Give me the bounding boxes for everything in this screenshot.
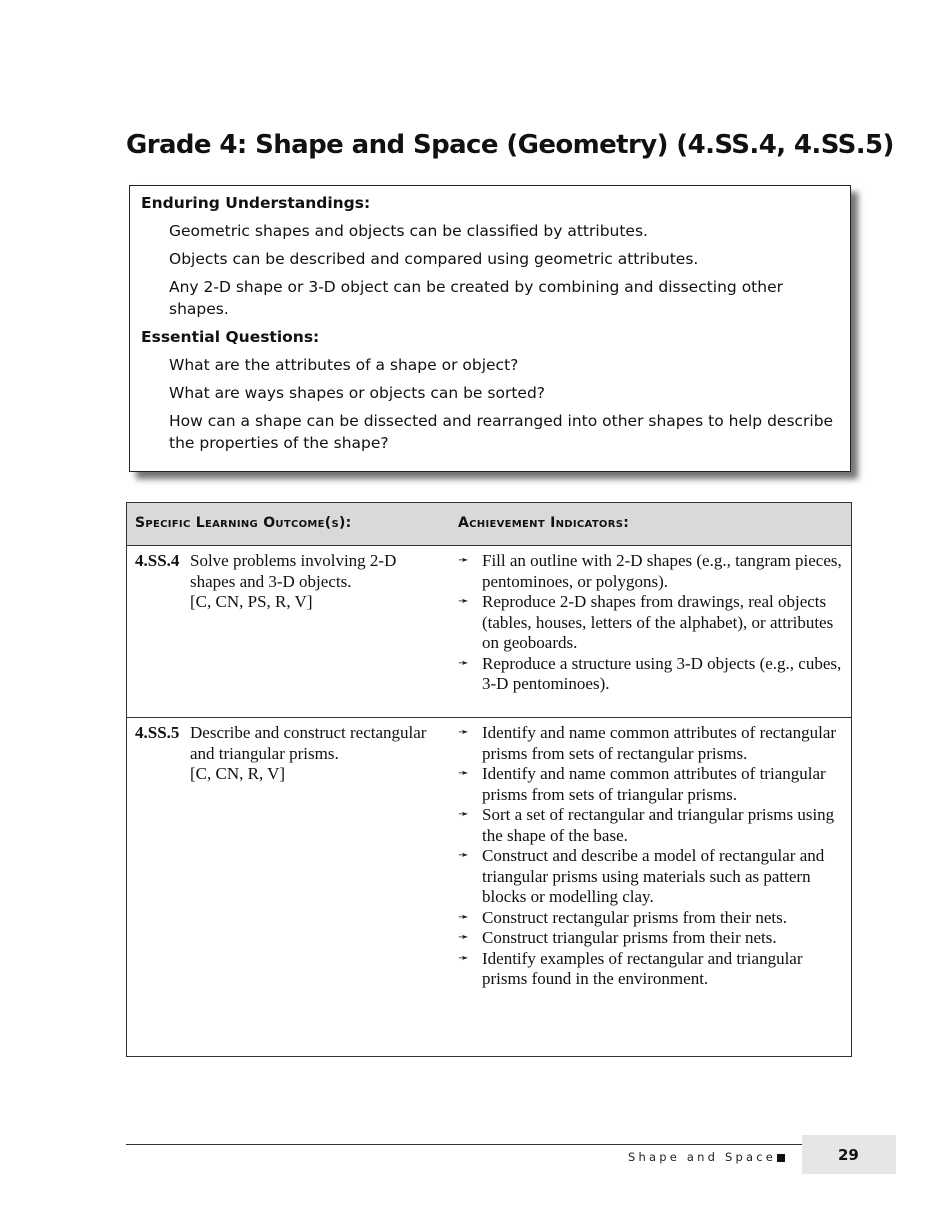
table-row [127, 546, 851, 718]
indicator-item: ➛ Fill an outline with 2-D shapes (e.g., tangram pieces, pentominoes, or polygons). [458, 551, 842, 591]
enduring-understandings-section [141, 192, 836, 320]
understanding-item: Geometric shapes and objects can be classified by attributes. [169, 222, 648, 240]
footer-section-label: Shape and Space [628, 1150, 777, 1164]
question-item: What are ways shapes or objects can be sorted? [169, 384, 546, 402]
arrow-icon: ➛ [458, 594, 469, 609]
enduring-understandings-heading: Enduring Understandings: [141, 194, 371, 212]
indicator-item: ➛ Reproduce 2-D shapes from drawings, real objects (tables, houses, letters of the alphabet), or attributes on geoboards. [458, 592, 834, 652]
arrow-icon: ➛ [458, 909, 469, 925]
arrow-icon: ➛ [458, 807, 469, 822]
outcome-text [190, 723, 440, 785]
outcome-processes: [C, CN, R, V] [190, 764, 286, 783]
page-title: Grade 4: Shape and Space (Geometry) (4.SS.4, 4.SS.5) [126, 130, 894, 160]
table-header [127, 503, 851, 546]
arrow-icon: ➛ [458, 725, 469, 740]
indicator-list [458, 723, 850, 990]
arrow-icon: ➛ [458, 930, 469, 945]
indicator-item: ➛ Sort a set of rectangular and triangular prisms using the shape of the base. [458, 805, 835, 845]
arrow-icon: ➛ [458, 655, 469, 671]
indicator-item: ➛ Identify examples of rectangular and triangular prisms found in the environment. [458, 948, 803, 988]
question-item: What are the attributes of a shape or object? [169, 356, 519, 374]
page-number: 29 [838, 1146, 859, 1164]
table-row [127, 718, 851, 1057]
arrow-icon: ➛ [458, 950, 469, 966]
outcome-description: Describe and construct rectangular and triangular prisms. [190, 723, 427, 763]
question-item: How can a shape can be dissected and rearranged into other shapes to help describe the properties of the shape? [169, 412, 834, 452]
outcome-code: 4.SS.4 [135, 551, 180, 570]
outcome-column-header: Specific Learning Outcome(s): [135, 515, 352, 531]
essential-questions-section [141, 326, 836, 454]
indicator-item: ➛ Identify and name common attributes of triangular prisms from sets of triangular prisms. [458, 764, 826, 804]
indicator-item: ➛ Construct triangular prisms from their nets. [458, 928, 777, 947]
indicator-list [458, 551, 850, 695]
outcome-code: 4.SS.5 [135, 723, 180, 742]
understanding-item: Objects can be described and compared using geometric attributes. [169, 250, 699, 268]
outcomes-table [126, 502, 852, 1057]
indicators-column-header: Achievement Indicators: [458, 515, 630, 531]
outcome-text [190, 551, 440, 613]
footer-rule [126, 1144, 802, 1145]
understandings-box [129, 185, 851, 472]
outcome-processes: [C, CN, PS, R, V] [190, 592, 313, 611]
arrow-icon: ➛ [458, 553, 469, 568]
understanding-item: Any 2-D shape or 3-D object can be created by combining and dissecting other shapes. [169, 278, 783, 318]
indicator-item: ➛ Construct and describe a model of rectangular and triangular prisms using materials such as pattern blocks or modelling clay. [458, 846, 825, 906]
outcome-description: Solve problems involving 2-D shapes and 3-D objects. [190, 551, 397, 591]
indicator-item: ➛ Identify and name common attributes of rectangular prisms from sets of rectangular prisms. [458, 723, 837, 763]
indicator-item: ➛ Reproduce a structure using 3-D objects (e.g., cubes, 3-D pentominoes). [458, 653, 842, 693]
square-icon [777, 1154, 785, 1162]
arrow-icon: ➛ [458, 848, 469, 863]
indicator-item: ➛ Construct rectangular prisms from their nets. [458, 907, 787, 927]
essential-questions-heading: Essential Questions: [141, 328, 320, 346]
arrow-icon: ➛ [458, 766, 469, 781]
